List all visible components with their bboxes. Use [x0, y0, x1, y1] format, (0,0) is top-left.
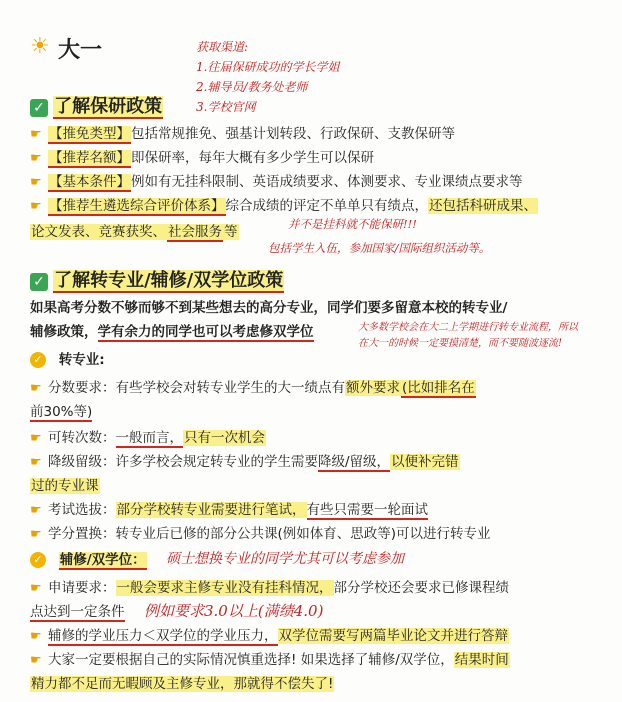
- section1-title: 了解保研政策: [54, 96, 163, 117]
- pointing-hand-icon: ☛: [30, 431, 42, 446]
- pointing-hand-icon: ☛: [30, 581, 42, 596]
- s2-row-4: ☛ 考试选拔：部分学校转专业需要进行笔试，有些只需要一轮面试: [30, 500, 428, 521]
- note-right-2: 在大一的时候一定要摸清楚，而不要随波逐流!: [358, 338, 563, 349]
- pointing-hand-icon: ☛: [30, 199, 42, 214]
- check-circle-icon: ✓: [30, 552, 46, 568]
- pointing-hand-icon: ☛: [30, 527, 42, 542]
- s2-intro-2: 辅修政策，学有余力的同学也可以考虑修双学位: [30, 324, 314, 340]
- pointing-hand-icon: ☛: [30, 653, 42, 668]
- s2-row-6-cont: 点达到一定条件: [30, 604, 125, 620]
- s1-row-1: ☛ 【推免类型】包括常规推免、强基计划转段、行政保研、支教保研等: [30, 124, 455, 145]
- s2-row-3-cont: 过的专业课: [31, 478, 99, 494]
- s2-row-6: ☛ 申请要求：一般会要求主修专业没有挂科情况，部分学校还会要求已修课程绩: [30, 578, 509, 599]
- check-circle-icon: ✓: [30, 352, 46, 368]
- section2-heading: [30, 266, 284, 292]
- s2-row-7: ☛ 辅修的学业压力＜双学位的学业压力，双学位需要写两篇毕业论文并进行答辩: [30, 626, 509, 647]
- note-gpa: 例如要求3.0以上(满绩4.0): [144, 602, 324, 620]
- note-social-service: 包括学生入伍，参加国家/国际组织活动等。: [268, 241, 491, 255]
- sub-transfer: ✓ 转专业:: [30, 350, 105, 370]
- s2-row-1-cont: 前30%等): [30, 404, 93, 420]
- check-icon: ✓: [30, 273, 48, 291]
- pointing-hand-icon: ☛: [30, 175, 42, 190]
- handnote-item-1: 1.往届保研成功的学长学姐: [196, 60, 340, 74]
- s2-row-1: ☛ 分数要求：有些学校会对转专业学生的大一绩点有额外要求 (比如排名在: [30, 378, 476, 399]
- s2-row-5: ☛ 学分置换：转专业后已修的部分公共课(例如体育、思政等)可以进行转专业: [30, 524, 491, 545]
- s1-row-4: ☛ 【推荐生遴选综合评价体系】综合成绩的评定不单单只有绩点，还包括科研成果、: [30, 196, 538, 217]
- s2-row-8: ☛ 大家一定要根据自己的实际情况慎重选择! 如果选择了辅修/双学位，结果时间: [30, 650, 510, 671]
- sun-icon: ☀: [30, 34, 50, 59]
- s1-row-4-cont: 论文发表、竞赛获奖、 社会服务 等: [31, 224, 238, 240]
- s2-row-3: ☛ 降级留级：许多学校会规定转专业的学生需要降级/留级，以便补完错: [30, 452, 460, 473]
- note-no-fail: 并不是挂科就不能保研!!!: [288, 217, 417, 231]
- note-right-1: 大多数学校会在大二上学期进行转专业流程，所以: [358, 322, 578, 333]
- pointing-hand-icon: ☛: [30, 455, 42, 470]
- handnote-item-3: 3.学校官网: [196, 100, 256, 114]
- note-master-change: 硕士想换专业的同学尤其可以考虑参加: [166, 551, 404, 567]
- handnote-item-2: 2.辅导员/教务处老师: [196, 80, 308, 94]
- section1-heading: [30, 92, 163, 118]
- page-title: 大一: [58, 38, 103, 63]
- handnote-title: 获取渠道:: [196, 40, 249, 54]
- pointing-hand-icon: ☛: [30, 381, 42, 396]
- s1-row-3: ☛ 【基本条件】例如有无挂科限制、英语成绩要求、体测要求、专业课绩点要求等: [30, 172, 523, 193]
- s2-intro-1: 如果高考分数不够而够不到某些想去的高分专业，同学们要多留意本校的转专业/: [30, 300, 508, 316]
- pointing-hand-icon: ☛: [30, 503, 42, 518]
- pointing-hand-icon: ☛: [30, 629, 42, 644]
- sub-minor-double: ✓ 辅修/双学位：: [30, 550, 147, 570]
- s1-row-2: ☛ 【推荐名额】即保研率，每年大概有多少学生可以保研: [30, 148, 374, 169]
- s2-row-2: ☛ 可转次数：一般而言，只有一次机会: [30, 428, 266, 449]
- pointing-hand-icon: ☛: [30, 151, 42, 166]
- check-icon: ✓: [30, 99, 48, 117]
- section2-title: 了解转专业/辅修/双学位政策: [54, 270, 284, 291]
- pointing-hand-icon: ☛: [30, 127, 42, 142]
- s2-row-8-cont: 精力都不足而无暇顾及主修专业，那就得不偿失了!: [31, 676, 334, 692]
